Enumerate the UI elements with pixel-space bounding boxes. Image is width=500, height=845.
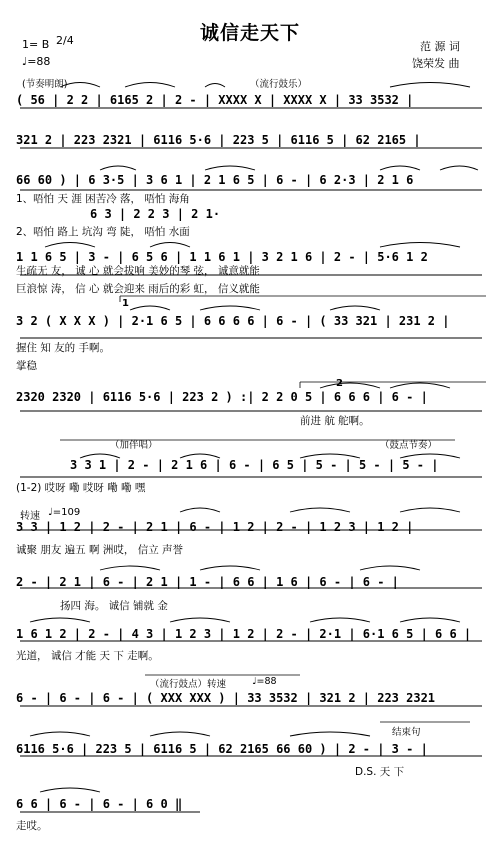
score-line-13: 6 6 | 6 - | 6 - | 6 0 ‖	[16, 797, 183, 811]
lyrics-line-10: 光道， 诚信 才能 天 下 走啊。	[16, 650, 159, 662]
score-line-10: 1 6 1 2 | 2 - | 4 3 | 1 2 3 | 1 2 | 2 - | 2·1 | 6·1 6 5 | 6 6 |	[16, 627, 472, 641]
lyrics-line-12: D.S. 天 下	[355, 766, 405, 778]
volta-2-label: 2	[336, 378, 343, 389]
lyricist-credit: 范 源 词	[420, 40, 460, 53]
lyrics-verse-2b: 巨浪惊 涛， 信 心 就会迎来 雨后的彩 虹， 信义就能	[16, 283, 260, 295]
lyrics-line-8: 诚聚 朋友 遍五 啊 洲哎， 信立 声誉	[16, 544, 184, 556]
score-line-12: 6116 5·6 | 223 5 | 6116 5 | 62 2165 66 60 ) | 2 - | 3 - |	[16, 742, 428, 756]
tempo-change-label: 转速	[20, 511, 40, 522]
lyrics-line-5b: 掌稳	[16, 360, 37, 372]
score-line-4: 1 1 6 5 | 3 - | 6 5 6 | 1 1 6 1 | 3 2 1 6 | 2 - | 5·6 1 2	[16, 250, 428, 264]
lyrics-verse-1: 1、唔怕 天 涯 困苦冷 落， 唔怕 海角	[16, 193, 190, 205]
composer-credit: 饶荣发 曲	[412, 57, 460, 70]
accompany-note: （加伴唱）	[110, 440, 158, 451]
rhythm-note: (节奏明朗)	[22, 79, 68, 90]
score-line-6: 2320 2320 | 6116 5·6 | 223 2 ) :| 2 2 0 5 | 6 6 6 | 6 - |	[16, 390, 428, 404]
lyrics-line-9: 扬四 海。 诚信 铺就 金	[60, 600, 168, 612]
key-signature: 1= B	[22, 38, 50, 51]
lyrics-line-13: 走哎。	[16, 820, 48, 832]
score-line-9: 2 - | 2 1 | 6 - | 2 1 | 1 - | 6 6 | 1 6 | 6 - | 6 - |	[16, 575, 399, 589]
tempo-change-value: ♩=109	[48, 507, 81, 518]
drum-prelude-note: （鼓点节奏）	[380, 440, 438, 451]
ending-label: 结束句	[392, 727, 421, 738]
pop-drum-tempo-note: （流行鼓点）转速	[150, 679, 227, 690]
tempo-2-value: ♩=88	[252, 676, 277, 687]
score-line-7: 3 3 1 | 2 - | 2 1 6 | 6 - | 6 5 | 5 - | 5 - | 5 - |	[70, 458, 439, 472]
score-line-3b: 6 3 | 2 2 3 | 2 1·	[90, 207, 221, 221]
lyrics-line-6: 前进 航 舵啊。	[300, 415, 370, 427]
score-line-3: 66 60 ) | 6 3·5 | 3 6 1 | 2 1 6 5 | 6 - | 6 2·3 | 2 1 6	[16, 173, 414, 187]
score-line-11: 6 - | 6 - | 6 - | ( XXX XXX ) | 33 3532 | 321 2 | 223 2321	[16, 691, 436, 705]
score-line-1: ( 56 | 2 2 | 6165 2 | 2 - | XXXX X | XXXX X | 33 3532 |	[16, 93, 414, 107]
score-line-2: 321 2 | 223 2321 | 6116 5·6 | 223 5 | 6116 5 | 62 2165 |	[16, 133, 421, 147]
lyrics-verse-2: 2、唔怕 路上 坑沟 弯 陡， 唔怕 水面	[16, 226, 190, 238]
volta-1-label: 1	[122, 298, 129, 309]
song-title: 诚信走天下	[199, 22, 300, 44]
lyrics-line-5: 握住 知 友的 手啊。	[16, 342, 111, 354]
time-signature: 2/4	[56, 34, 74, 47]
lyrics-verse-1b: 生疏无 友， 诚 心 就会拔响 美妙的琴 弦， 诚意就能	[16, 265, 260, 277]
score-line-5: 3 2 ( X X X ) | 2·1 6 5 | 6 6 6 6 | 6 - | ( 33 321 | 231 2 |	[16, 314, 450, 328]
tempo-marking: ♩=88	[22, 55, 51, 68]
lyrics-line-7: (1-2) 哎呀 嘞 哎呀 嘞 嘞 嘿	[16, 482, 146, 494]
score-line-8: 3 3 | 1 2 | 2 - | 2 1 | 6 - | 1 2 | 2 - | 1 2 3 | 1 2 |	[16, 520, 414, 534]
pop-drum-note: （流行鼓乐）	[250, 79, 308, 90]
